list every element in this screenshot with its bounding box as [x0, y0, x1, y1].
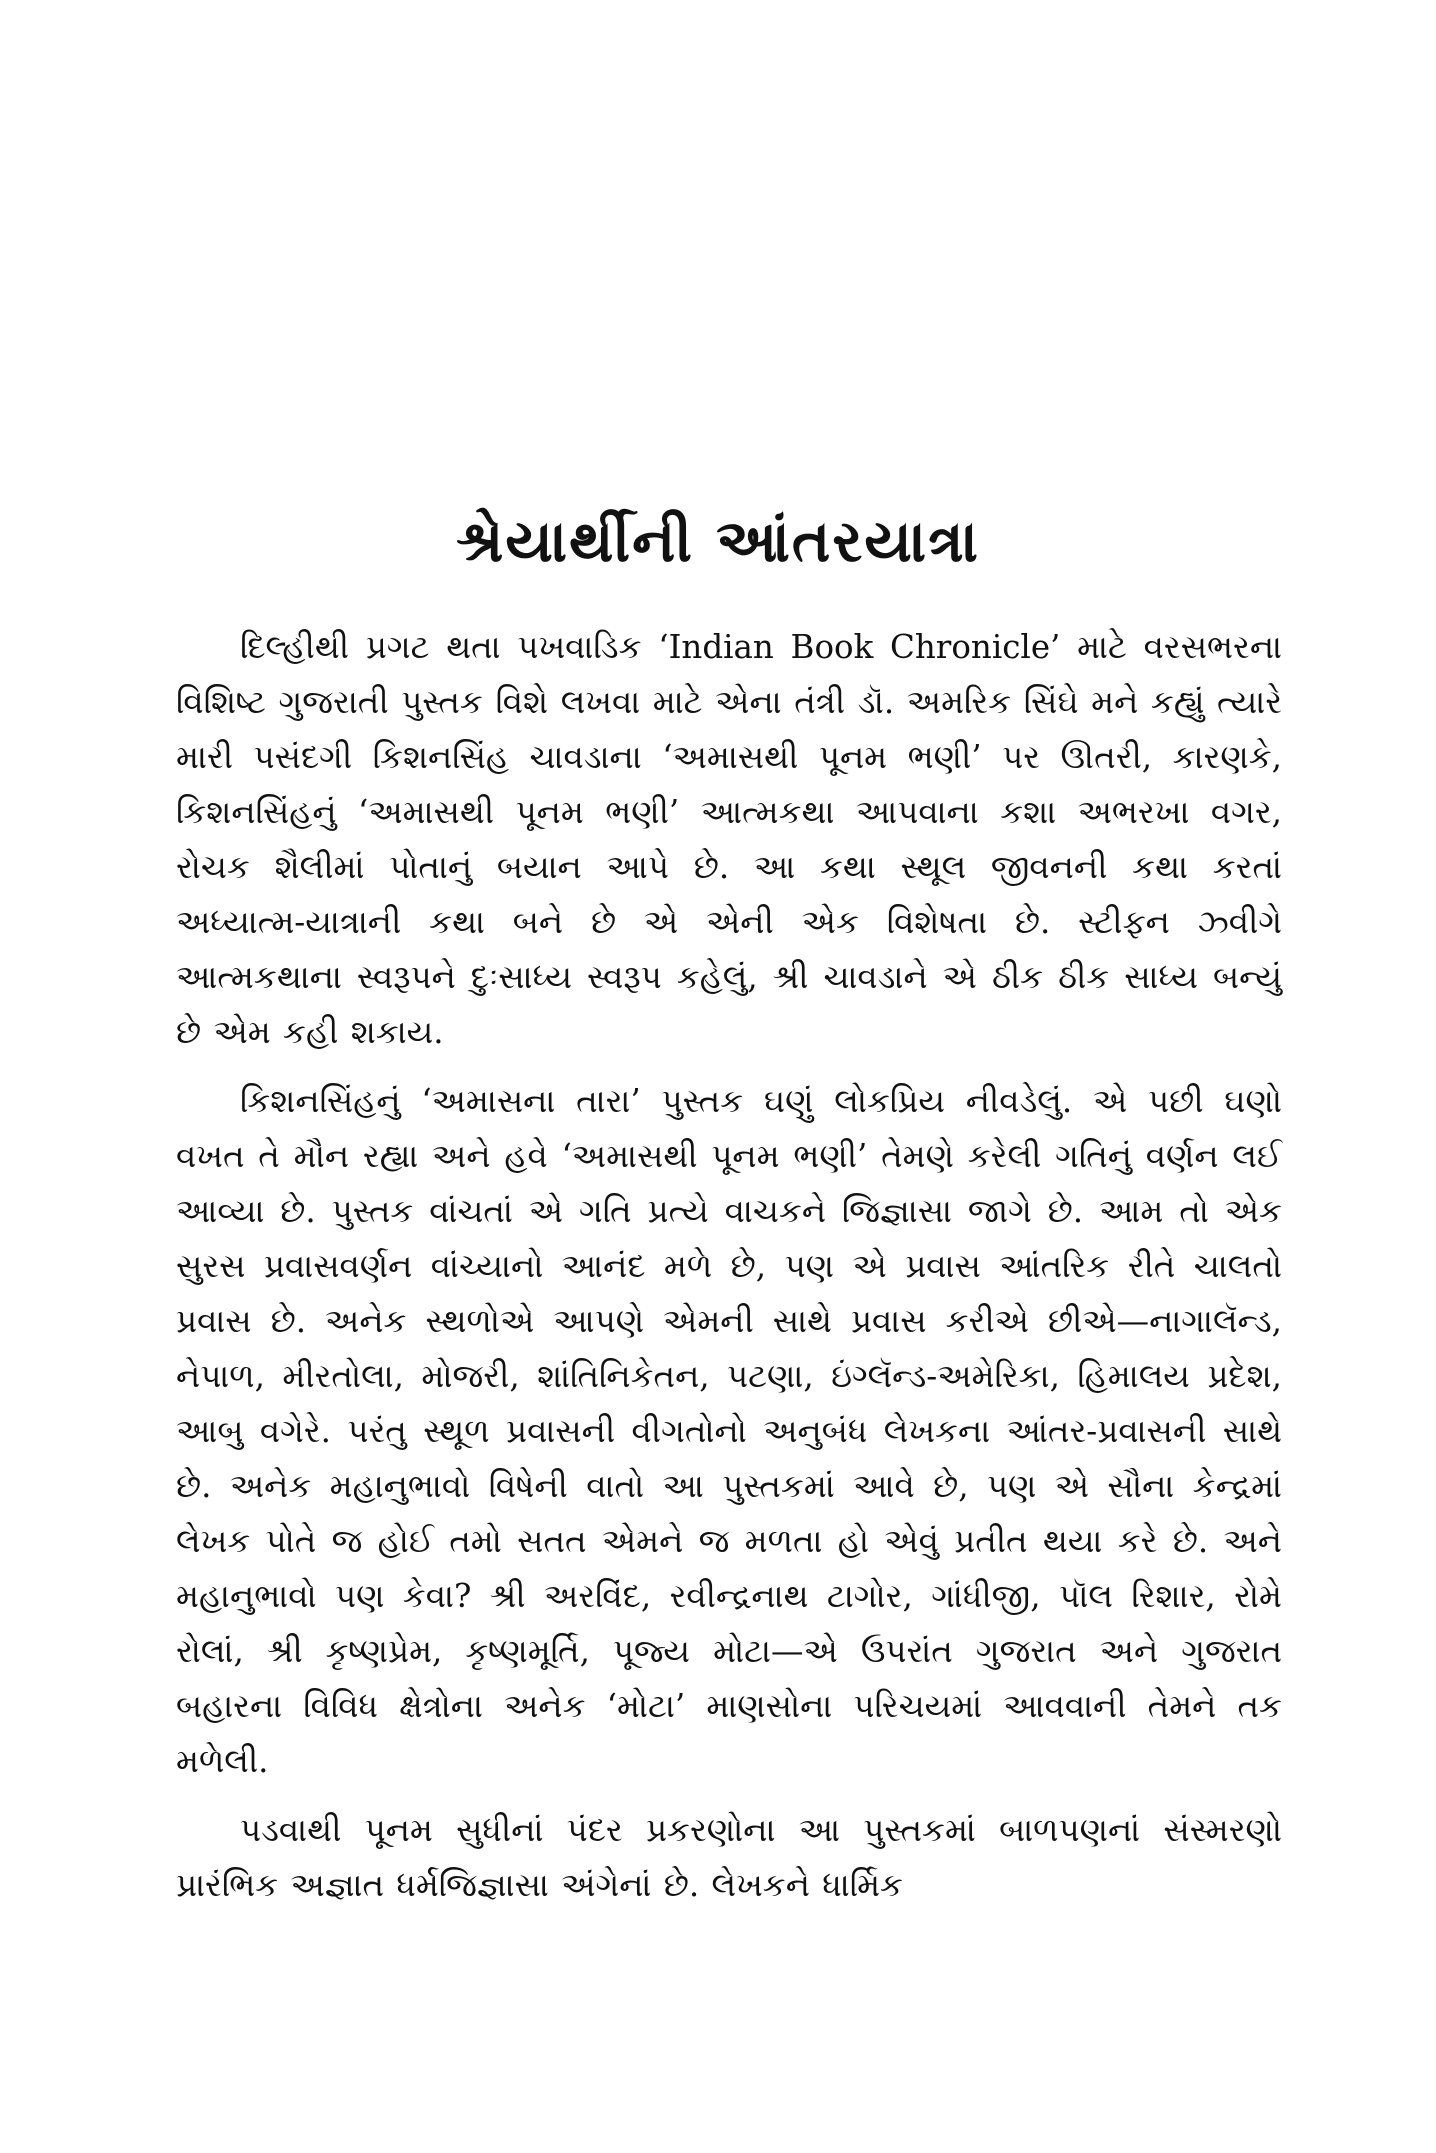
paragraph-1: દિલ્હીથી પ્રગટ થતા પખવાડિક ‘Indian Book Chronicle’ માટે વરસભરના વિશિષ્ટ ગુજરાતી પુસ્તક વિશે લખવા માટે એના તંત્રી ડૉ. અમરિક સિંઘે મને કહ્યું ત્યારે મારી પસંદગી કિશનસિંહ ચાવડાના ‘અમાસથી પૂનમ ભણી’ પર ઊતરી, કારણકે, કિશનસિંહનું ‘અમાસથી પૂનમ ભણી’ આત્મકથા આપવાના કશા અભરખા વગર, રોચક શૈલીમાં પોતાનું બયાન આપે છે. આ કથા સ્થૂલ જીવનની કથા કરતાં અધ્યાત્મ-યાત્રાની કથા બને છે એ એની એક વિશેષતા છે. સ્ટીફન ઝ્વીગે આત્મકથાના સ્વરૂપને દુઃસાધ્ય સ્વરૂપ કહેલું, શ્રી ચાવડાને એ ઠીક ઠીક સાધ્ય બન્યું છે એમ કહી શકાય.: [176, 628, 1282, 1051]
chapter-title: શ્રેયાર્થીની આંતરયાત્રા: [456, 506, 980, 575]
paragraph-2: કિશનસિંહનું ‘અમાસના તારા’ પુસ્તક ઘણું લોકપ્રિય નીવડેલું. એ પછી ઘણો વખત તે મૌન રહ્યા અને હવે ‘અમાસથી પૂનમ ભણી’ તેમણે કરેલી ગતિનું વર્ણન લઈ આવ્યા છે. પુસ્તક વાંચતાં એ ગતિ પ્રત્યે વાચકને જિજ્ઞાસા જાગે છે. આમ તો એક સુરસ પ્રવાસવર્ણન વાંચ્યાનો આનંદ મળે છે, પણ એ પ્રવાસ આંતરિક રીતે ચાલતો પ્રવાસ છે. અનેક સ્થળોએ આપણે એમની સાથે પ્રવાસ કરીએ છીએ—નાગાલૅન્ડ, નેપાળ, મીરતોલા, મોજરી, શાંતિનિકેતન, પટણા, ઇંગ્લૅન્ડ-અમેરિકા, હિમાલય પ્રદેશ, આબુ વગેરે. પરંતુ સ્થૂળ પ્રવાસની વીગતોનો અનુબંધ લેખકના આંતર-પ્રવાસની સાથે છે. અનેક મહાનુભાવો વિષેની વાતો આ પુસ્તકમાં આવે છે, પણ એ સૌના કેન્દ્રમાં લેખક પોતે જ હોઈ તમો સતત એમને જ મળતા હો એવું પ્રતીત થયા કરે છે. અને મહાનુભાવો પણ કેવા? શ્રી અરવિંદ, રવીન્દ્રનાથ ટાગોર, ગાંધીજી, પૉલ રિશાર, રોમે રોલાં, શ્રી કૃષ્ણપ્રેમ, કૃષ્ણમૂર્તિ, પૂજ્ય મોટા—એ ઉપરાંત ગુજરાત અને ગુજરાત બહારના વિવિધ ક્ષેત્રોના અનેક ‘મોટા’ માણસોના પરિચયમાં આવવાની તેમને તક મળેલી.: [176, 1082, 1282, 1780]
paragraph-3: પડવાથી પૂનમ સુધીનાં પંદર પ્રકરણોના આ પુસ્તકમાં બાળપણનાં સંસ્મરણો પ્રારંભિક અજ્ઞાત ધર્મજિજ્ઞાસા અંગેનાં છે. લેખકને ધાર્મિક: [176, 1811, 1282, 1904]
chapter-body: [176, 620, 1282, 1913]
